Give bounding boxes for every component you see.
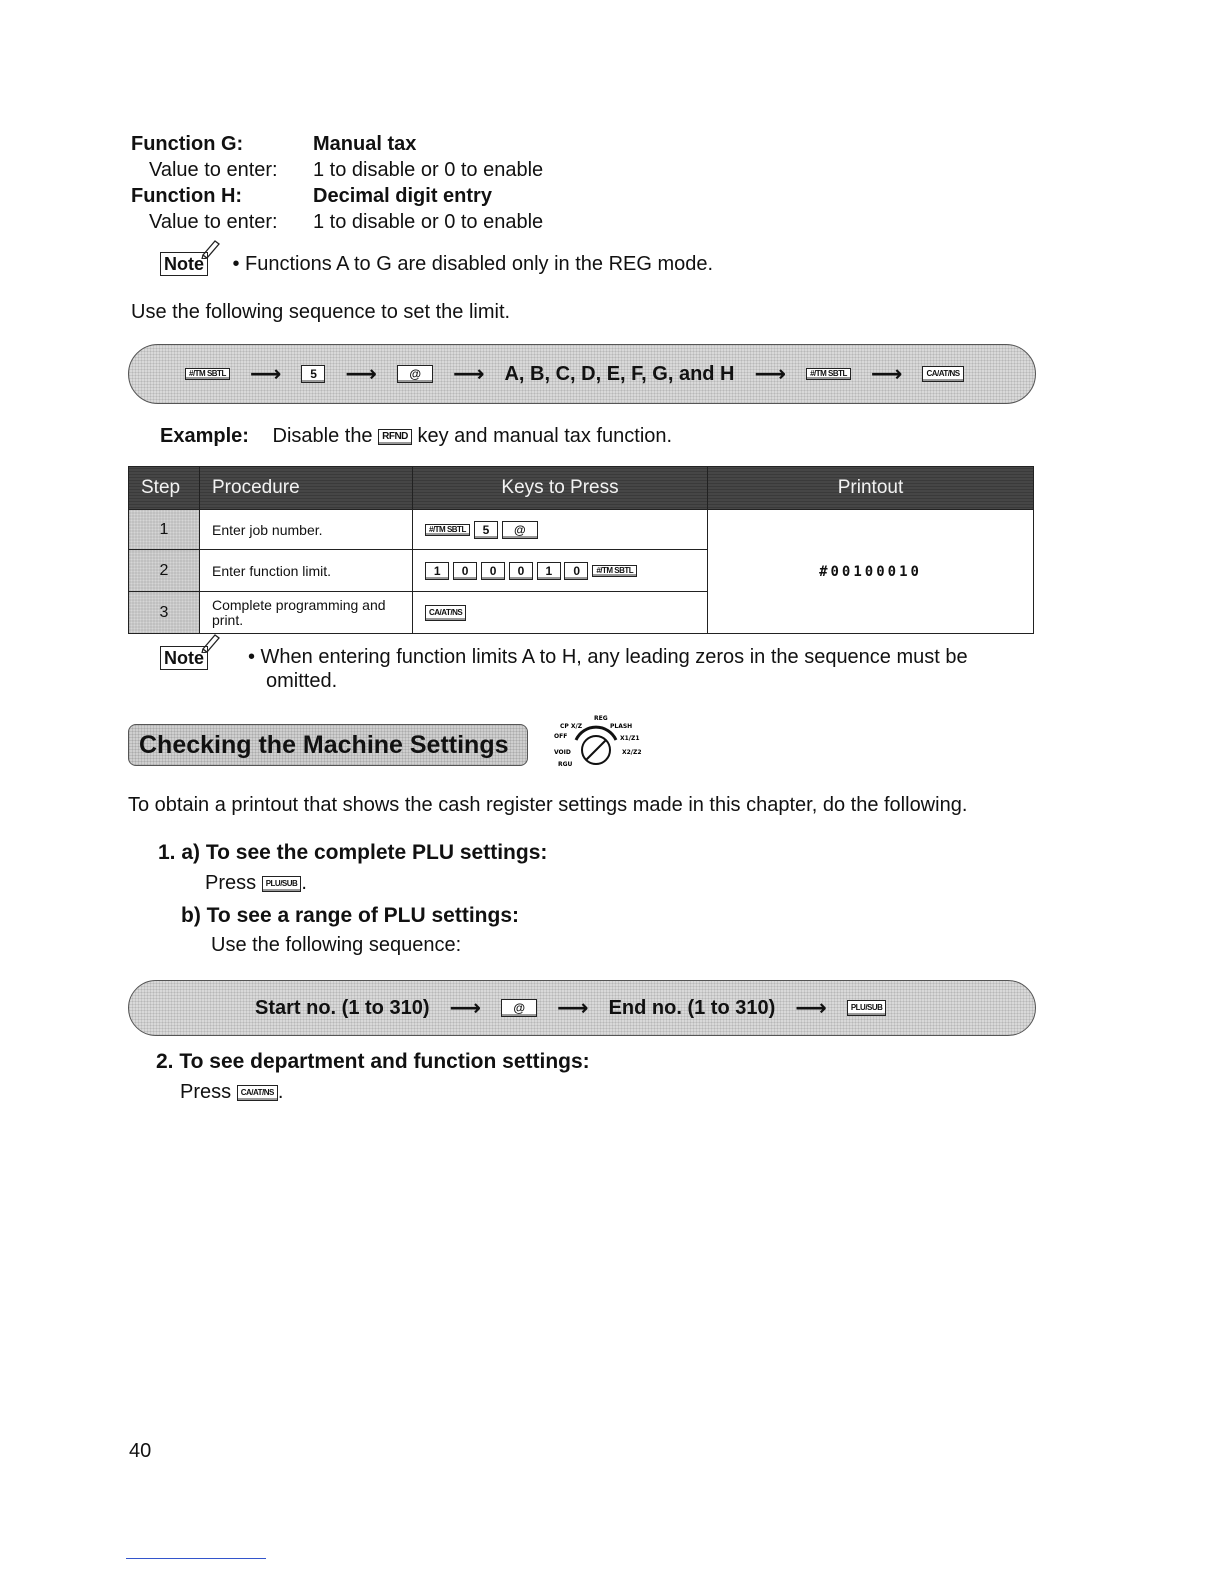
dial-label-off: OFF [554, 733, 568, 740]
function-h-value-label: Value to enter: [149, 211, 278, 233]
arrow-icon: ⟶ [249, 361, 282, 386]
dial-label-cpxz: CP X/Z [560, 723, 583, 730]
period: . [277, 1081, 284, 1103]
arrow-icon: ⟶ [345, 361, 377, 386]
period: . [301, 872, 307, 894]
step-1b-text: Use the following sequence: [211, 934, 462, 956]
key-ca-at-ns: CA/AT/NS [237, 1085, 278, 1101]
step-1a-title: 1. a) To see the complete PLU settings: [158, 841, 548, 864]
dial-label-rgu: RGU [558, 761, 573, 768]
footer-rule [126, 1558, 266, 1559]
header-keys: Keys to Press [413, 467, 708, 510]
end-no-text: End no. (1 to 310) [608, 996, 776, 1019]
step-1a-press-line [205, 872, 307, 895]
mode-dial-icon [548, 710, 648, 774]
section-intro: To obtain a printout that shows the cash register settings made in this chapter, do the following. [128, 794, 968, 816]
key-1: 1 [425, 562, 449, 580]
keys-cell [413, 592, 708, 634]
arrow-icon: ⟶ [754, 361, 787, 386]
step-number: 1 [129, 510, 200, 550]
dial-label-plash: PLASH [610, 723, 633, 730]
key-0: 0 [481, 562, 505, 580]
example-label: Example: [160, 425, 249, 447]
procedure-text: Enter function limit. [200, 550, 413, 592]
sequence-middle-text: A, B, C, D, E, F, G, and H [504, 362, 735, 385]
key-at: @ [502, 521, 538, 539]
function-h-label: Function H: [131, 185, 243, 207]
sequence-banner-2 [128, 980, 1036, 1036]
key-plu-sub: PLU/SUB [847, 1000, 887, 1016]
key-ca-at-ns: CA/AT/NS [425, 605, 466, 621]
note-badge [160, 252, 208, 276]
section-heading [128, 724, 528, 766]
note-badge-text: Note [164, 648, 204, 668]
section-heading-text: Checking the Machine Settings [139, 730, 509, 759]
header-procedure: Procedure [200, 467, 413, 510]
note-badge-text: Note [164, 254, 204, 274]
step-1b-title: b) To see a range of PLU settings: [181, 904, 519, 927]
pencil-icon [199, 631, 221, 653]
key-0: 0 [509, 562, 533, 580]
arrow-icon: ⟶ [557, 995, 589, 1020]
function-g-label: Function G: [131, 133, 244, 155]
key-tm-sbtl: #/TM SBTL [592, 565, 637, 577]
key-at: @ [501, 999, 537, 1017]
key-at: @ [397, 365, 433, 383]
example-line [160, 425, 672, 448]
header-printout: Printout [708, 467, 1034, 510]
note-2-text-cont: omitted. [266, 670, 338, 692]
function-g-value-label: Value to enter: [149, 159, 278, 181]
arrow-icon: ⟶ [870, 361, 903, 386]
pencil-icon [199, 237, 221, 259]
key-0: 0 [564, 562, 588, 580]
keys-cell [413, 510, 708, 550]
example-text-before: Disable the [272, 425, 373, 447]
function-g-value: 1 to disable or 0 to enable [313, 159, 544, 181]
key-rfnd: RFND [378, 429, 412, 445]
dial-label-void: VOID [554, 749, 571, 756]
step-number: 3 [129, 592, 200, 634]
table-row [129, 510, 1034, 550]
step-2-press: Press [180, 1081, 232, 1103]
key-tm-sbtl: #/TM SBTL [806, 368, 851, 380]
note-1 [160, 252, 713, 276]
note-2 [160, 646, 208, 670]
note-2-text: • When entering function limits A to H, any leading zeros in the sequence must be [248, 646, 968, 668]
key-tm-sbtl: #/TM SBTL [425, 524, 470, 536]
page-number: 40 [129, 1440, 152, 1462]
key-1: 1 [537, 562, 561, 580]
start-no-text: Start no. (1 to 310) [255, 996, 430, 1019]
header-step: Step [129, 467, 200, 510]
keys-cell [413, 550, 708, 592]
step-1a-press: Press [205, 872, 257, 894]
key-5: 5 [474, 521, 498, 539]
function-g-title: Manual tax [313, 133, 417, 155]
arrow-icon: ⟶ [449, 995, 482, 1020]
example-text-after: key and manual tax function. [417, 425, 673, 447]
step-2-press-line [180, 1081, 283, 1104]
procedure-table [128, 466, 1034, 634]
note-badge [160, 646, 208, 670]
dial-label-x1z1: X1/Z1 [620, 735, 640, 742]
key-tm-sbtl: #/TM SBTL [185, 368, 230, 380]
sequence-banner-1 [128, 344, 1036, 404]
intro-text: Use the following sequence to set the limit. [131, 301, 511, 323]
procedure-text: Enter job number. [200, 510, 413, 550]
dial-label-x2z2: X2/Z2 [622, 749, 642, 756]
key-0: 0 [453, 562, 477, 580]
key-plu-sub: PLU/SUB [262, 876, 302, 892]
dial-label-reg: REG [594, 715, 608, 722]
note-1-text: • Functions A to G are disabled only in the REG mode. [232, 253, 714, 275]
arrow-icon: ⟶ [795, 995, 827, 1020]
arrow-icon: ⟶ [452, 361, 485, 386]
function-h-title: Decimal digit entry [313, 185, 492, 207]
step-2-title: 2. To see department and function settings: [156, 1050, 590, 1073]
key-5: 5 [301, 365, 325, 383]
step-number: 2 [129, 550, 200, 592]
key-ca-at-ns: CA/AT/NS [922, 366, 963, 382]
procedure-text: Complete programming and print. [200, 592, 413, 634]
printout-value: #00100010 [708, 510, 1034, 634]
function-h-value: 1 to disable or 0 to enable [313, 211, 544, 233]
